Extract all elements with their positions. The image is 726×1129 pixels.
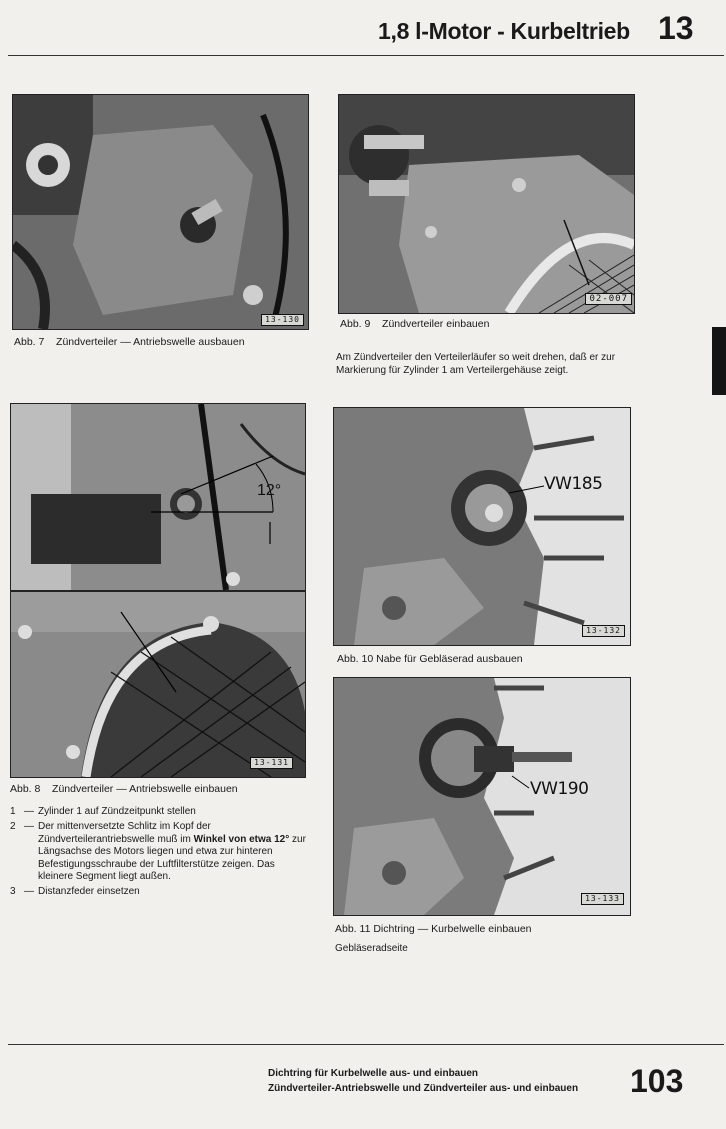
step-number: 3 — [10, 886, 16, 898]
figure-8-caption-text: Zündverteiler — Antriebswelle einbauen — [52, 783, 238, 795]
figure-11-caption-text: Dichtring — Kurbelwelle einbauen — [373, 923, 532, 935]
figure-9-caption-text: Zündverteiler einbauen — [382, 318, 490, 330]
figure-8-caption-num: Abb. 8 — [10, 783, 41, 795]
chapter-tab-marker — [712, 327, 726, 395]
step-item: 2 — Der mittenversetzte Schlitz im Kopf der Zündverteilerantriebswelle muß im Winkel von etwa 12° zur Längsachse des Motors liegen und etwa zur hinteren Befestigungsschraube der Luftfilterstütze zeigen. Das kleinere Segment liegt außen. — [10, 821, 310, 883]
step-number: 2 — [10, 821, 16, 833]
figure-11-tag: 13-133 — [581, 893, 624, 905]
step-text: Der mittenversetzte Schlitz im Kopf der Zündverteilerantriebswelle muß im Winkel von etwa 12° zur Längsachse des Motors liegen und etwa zur hinteren Befestigungsschraube der Luftfilterstütze zeigen. Das kleinere Segment liegt außen. — [38, 821, 306, 883]
step-item: 1 — Zylinder 1 auf Zündzeitpunkt stellen — [10, 806, 310, 818]
step-number: 1 — [10, 806, 16, 817]
figure-10-caption-text: Nabe für Gebläserad ausbauen — [376, 653, 523, 665]
figure-10-tag: 13-132 — [582, 625, 625, 637]
figure-7-photo — [12, 94, 309, 330]
figure-10-tool-label: VW185 — [544, 474, 603, 494]
figure-11-caption-num: Abb. 11 — [335, 923, 371, 935]
figure-9-caption — [340, 318, 489, 330]
figure-7-caption — [14, 336, 245, 348]
figure-10-caption — [337, 653, 523, 665]
step-text: Zylinder 1 auf Zündzeitpunkt stellen — [38, 806, 196, 817]
figure-8-photo-top — [10, 403, 306, 591]
figure-9-caption-num: Abb. 9 — [340, 318, 371, 330]
figure-7-caption-num: Abb. 7 — [14, 336, 45, 348]
procedure-steps — [10, 806, 310, 902]
footer-line-2: Zündverteiler-Antriebswelle und Zündverteiler aus- und einbauen — [268, 1083, 579, 1094]
page-number: 103 — [630, 1063, 684, 1099]
figure-9-tag: 02-007 — [585, 293, 632, 305]
figure-11-tool-label: VW190 — [530, 779, 589, 799]
figure-9-instruction: Am Zündverteiler den Verteilerläufer so weit drehen, daß er zur Markierung für Zylinder 1 am Verteilergehäuse zeigt. — [336, 352, 616, 376]
step-text: Distanzfeder einsetzen — [38, 886, 140, 898]
page-header-title: 1,8 l-Motor - Kurbeltrieb — [378, 18, 630, 44]
figure-8-photo-bottom — [10, 591, 306, 778]
figure-8-caption — [10, 783, 238, 795]
chapter-number: 13 — [658, 10, 694, 46]
figure-8-angle-label: 12° — [257, 482, 282, 499]
figure-10-caption-num: Abb. 10 — [337, 653, 374, 665]
figure-7-caption-text: Zündverteiler — Antriebswelle ausbauen — [56, 336, 245, 348]
figure-11-caption — [335, 923, 532, 935]
figure-9-photo — [338, 94, 635, 314]
step-item: 3 — Distanzfeder einsetzen — [10, 886, 310, 898]
figure-7-tag: 13-130 — [261, 314, 304, 326]
figure-8-tag: 13-131 — [250, 757, 293, 769]
header-rule — [8, 55, 724, 56]
figure-10-photo — [333, 407, 631, 646]
footer-rule — [8, 1044, 724, 1045]
figure-11-photo — [333, 677, 631, 916]
figure-11-subcaption: Gebläseradseite — [335, 943, 408, 954]
footer-line-1: Dichtring für Kurbelwelle aus- und einbauen — [268, 1068, 479, 1079]
